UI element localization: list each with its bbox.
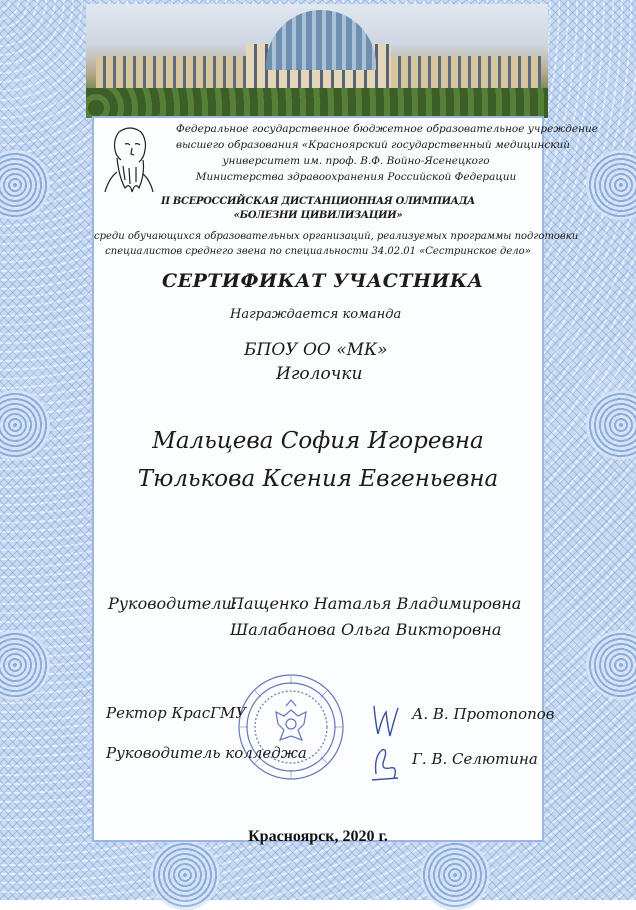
university-building-photo — [86, 4, 548, 118]
certificate-title: СЕРТИФИКАТ УЧАСТНИКА — [162, 270, 484, 292]
director-signature — [368, 744, 404, 784]
awarded-label: Награждается команда — [230, 307, 402, 322]
guilloche-ornament — [586, 150, 636, 220]
header-line: Министерства здравоохранения Российской Федерации — [195, 171, 517, 183]
rector-name: А. В. Протопопов — [412, 705, 555, 723]
team-name: Иголочки — [276, 364, 363, 384]
college-director-name: Г. В. Селютина — [412, 750, 538, 768]
olympiad-description: среди обучающихся образовательных организаций, реализуемых программы подготовки — [94, 231, 579, 242]
guilloche-ornament — [0, 390, 50, 460]
official-seal-stamp — [236, 672, 346, 782]
header-line: Федеральное государственное бюджетное образовательное учреждение — [176, 123, 599, 135]
olympiad-name: «БОЛЕЗНИ ЦИВИЛИЗАЦИИ» — [233, 210, 403, 221]
college-director-label: Руководитель колледжа — [106, 744, 307, 762]
institution-name: БПОУ ОО «МК» — [244, 340, 388, 360]
guilloche-ornament — [0, 150, 50, 220]
olympiad-title: II ВСЕРОССИЙСКАЯ ДИСТАНЦИОННАЯ ОЛИМПИАДА — [160, 196, 476, 207]
guilloche-ornament — [586, 390, 636, 460]
header-line: высшего образования «Красноярский государственный медицинский — [176, 139, 571, 151]
leaders-label: Руководители: — [108, 594, 238, 613]
guilloche-ornament — [586, 630, 636, 700]
participant-name: Тюлькова Ксения Евгеньевна — [137, 466, 499, 492]
rector-label: Ректор КрасГМУ — [106, 704, 247, 722]
guilloche-ornament — [0, 630, 50, 700]
rector-signature — [368, 700, 404, 742]
portrait-sketch-icon — [95, 122, 165, 194]
leader-name: Шалабанова Ольга Викторовна — [230, 620, 502, 639]
leader-name: Пащенко Наталья Владимировна — [230, 594, 522, 613]
olympiad-description: специалистов среднего звена по специальности 34.02.01 «Сестринское дело» — [105, 246, 531, 257]
header-line: университет им. проф. В.Ф. Войно-Ясенецкого — [222, 155, 490, 167]
dome — [266, 10, 376, 70]
place-and-year: Красноярск, 2020 г. — [248, 828, 388, 845]
participant-name: Мальцева София Игоревна — [152, 428, 484, 454]
trees — [86, 88, 548, 118]
